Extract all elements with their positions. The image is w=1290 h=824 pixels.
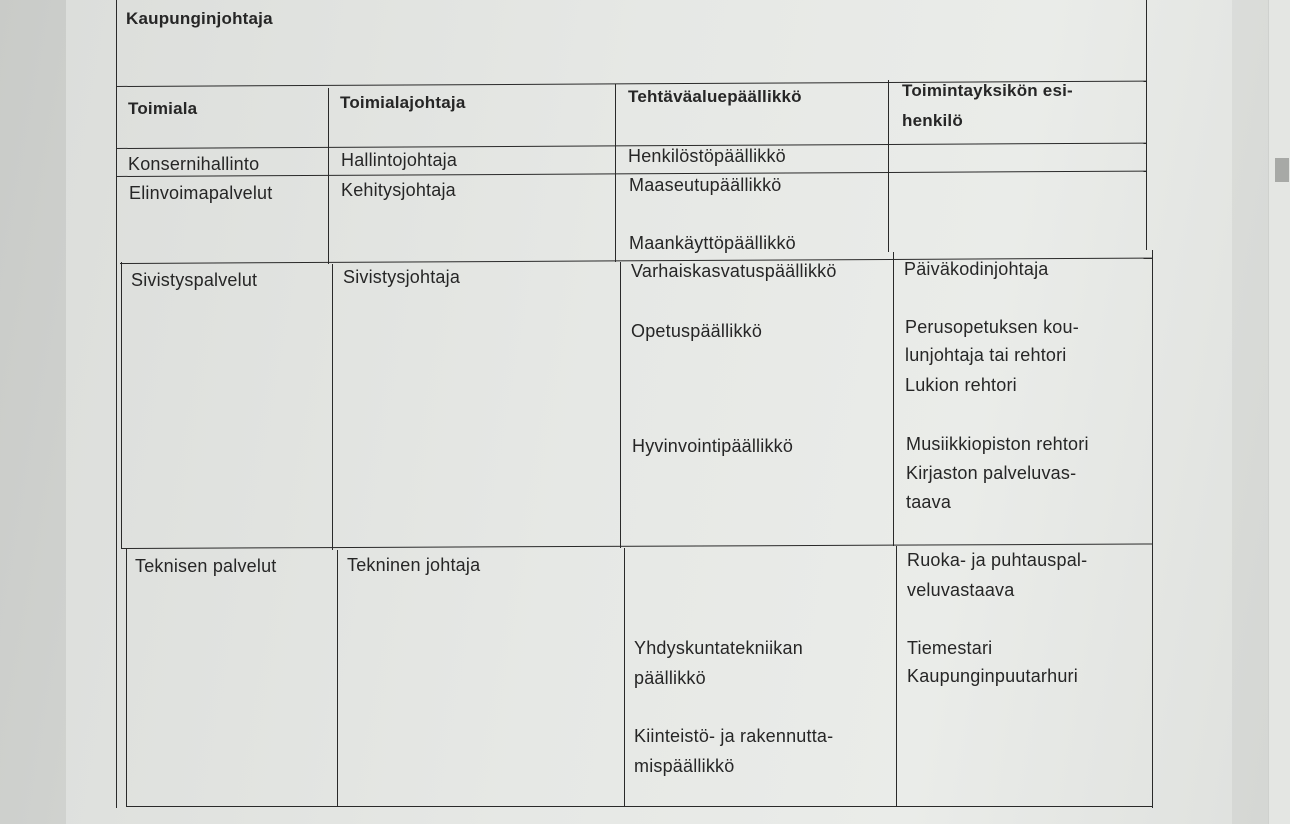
- col-separator-3: [888, 80, 889, 252]
- row2-johtaja: Kehitysjohtaja: [341, 180, 456, 200]
- row3-yksikko-2: Perusopetuksen kou-: [905, 317, 1079, 337]
- row4-paallikko-4: mispäällikkö: [634, 756, 735, 776]
- header-toimialajohtaja: Toimialajohtaja: [340, 93, 466, 112]
- row3-yksikko-3: lunjohtaja tai rehtori: [905, 345, 1067, 365]
- row3-paallikko-2: Opetuspäällikkö: [631, 321, 763, 341]
- col-separator-1: [328, 88, 329, 264]
- row4-paallikko-3: Kiinteistö- ja rakennutta-: [634, 726, 834, 746]
- row3-paallikko-1: Varhaiskasvatuspäällikkö: [631, 261, 837, 281]
- row1-paallikko-1: Henkilöstöpäällikkö: [628, 146, 786, 166]
- row3-toimiala: Sivistyspalvelut: [131, 270, 258, 290]
- table-border-left-mid: [121, 262, 122, 548]
- row4-yksikko-3: Tiemestari: [907, 638, 993, 658]
- row4-paallikko-2: päällikkö: [634, 668, 706, 688]
- row4-paallikko-1: Yhdyskuntatekniikan: [634, 638, 803, 658]
- header-toimintayksikko-line2: henkilö: [902, 111, 963, 130]
- row4-toimiala: Teknisen palvelut: [135, 556, 277, 576]
- row4-johtaja: Tekninen johtaja: [347, 555, 481, 575]
- row3-yksikko-4: Lukion rehtori: [905, 375, 1017, 395]
- row1-johtaja: Hallintojohtaja: [341, 150, 458, 170]
- col-separator-3-bottom: [896, 546, 897, 806]
- row3-yksikko-5: Musiikkiopiston rehtori: [906, 434, 1089, 454]
- table-border-left-lower: [126, 548, 127, 807]
- row1-toimiala: Konsernihallinto: [128, 154, 260, 174]
- table-border-left: [116, 0, 117, 808]
- row4-yksikko-1: Ruoka- ja puhtauspal-: [907, 550, 1088, 570]
- table-border-bottom: [126, 806, 1153, 807]
- header-tehtavaaluepaallikko: Tehtäväaluepäällikkö: [628, 87, 802, 106]
- row4-yksikko-2: veluvastaava: [907, 580, 1015, 600]
- row3-paallikko-3: Hyvinvointipäällikkö: [632, 436, 794, 456]
- table-border-right: [1146, 0, 1147, 250]
- page-title: Kaupunginjohtaja: [126, 9, 273, 28]
- row3-yksikko-7: taava: [906, 492, 952, 512]
- table-border-right-lower: [1152, 250, 1153, 808]
- row3-johtaja: Sivistysjohtaja: [343, 267, 461, 287]
- row2-toimiala: Elinvoimapalvelut: [129, 183, 273, 203]
- header-toimiala: Toimiala: [128, 99, 198, 118]
- col-separator-2: [615, 84, 616, 262]
- row3-yksikko-1: Päiväkodinjohtaja: [904, 259, 1049, 279]
- row2-paallikko-1: Maaseutupäällikkö: [629, 175, 782, 195]
- col-separator-1-bottom: [337, 550, 338, 806]
- row3-yksikko-6: Kirjaston palveluvas-: [906, 463, 1077, 483]
- header-toimintayksikko-line1: Toimintayksikön esi-: [902, 81, 1073, 100]
- col-separator-3-lower: [893, 252, 894, 546]
- row4-yksikko-4: Kaupunginpuutarhuri: [907, 666, 1078, 686]
- row2-paallikko-2: Maankäyttöpäällikkö: [629, 233, 796, 253]
- col-separator-2-lower: [620, 262, 621, 548]
- col-separator-1-lower: [332, 264, 333, 550]
- col-separator-2-bottom: [624, 548, 625, 806]
